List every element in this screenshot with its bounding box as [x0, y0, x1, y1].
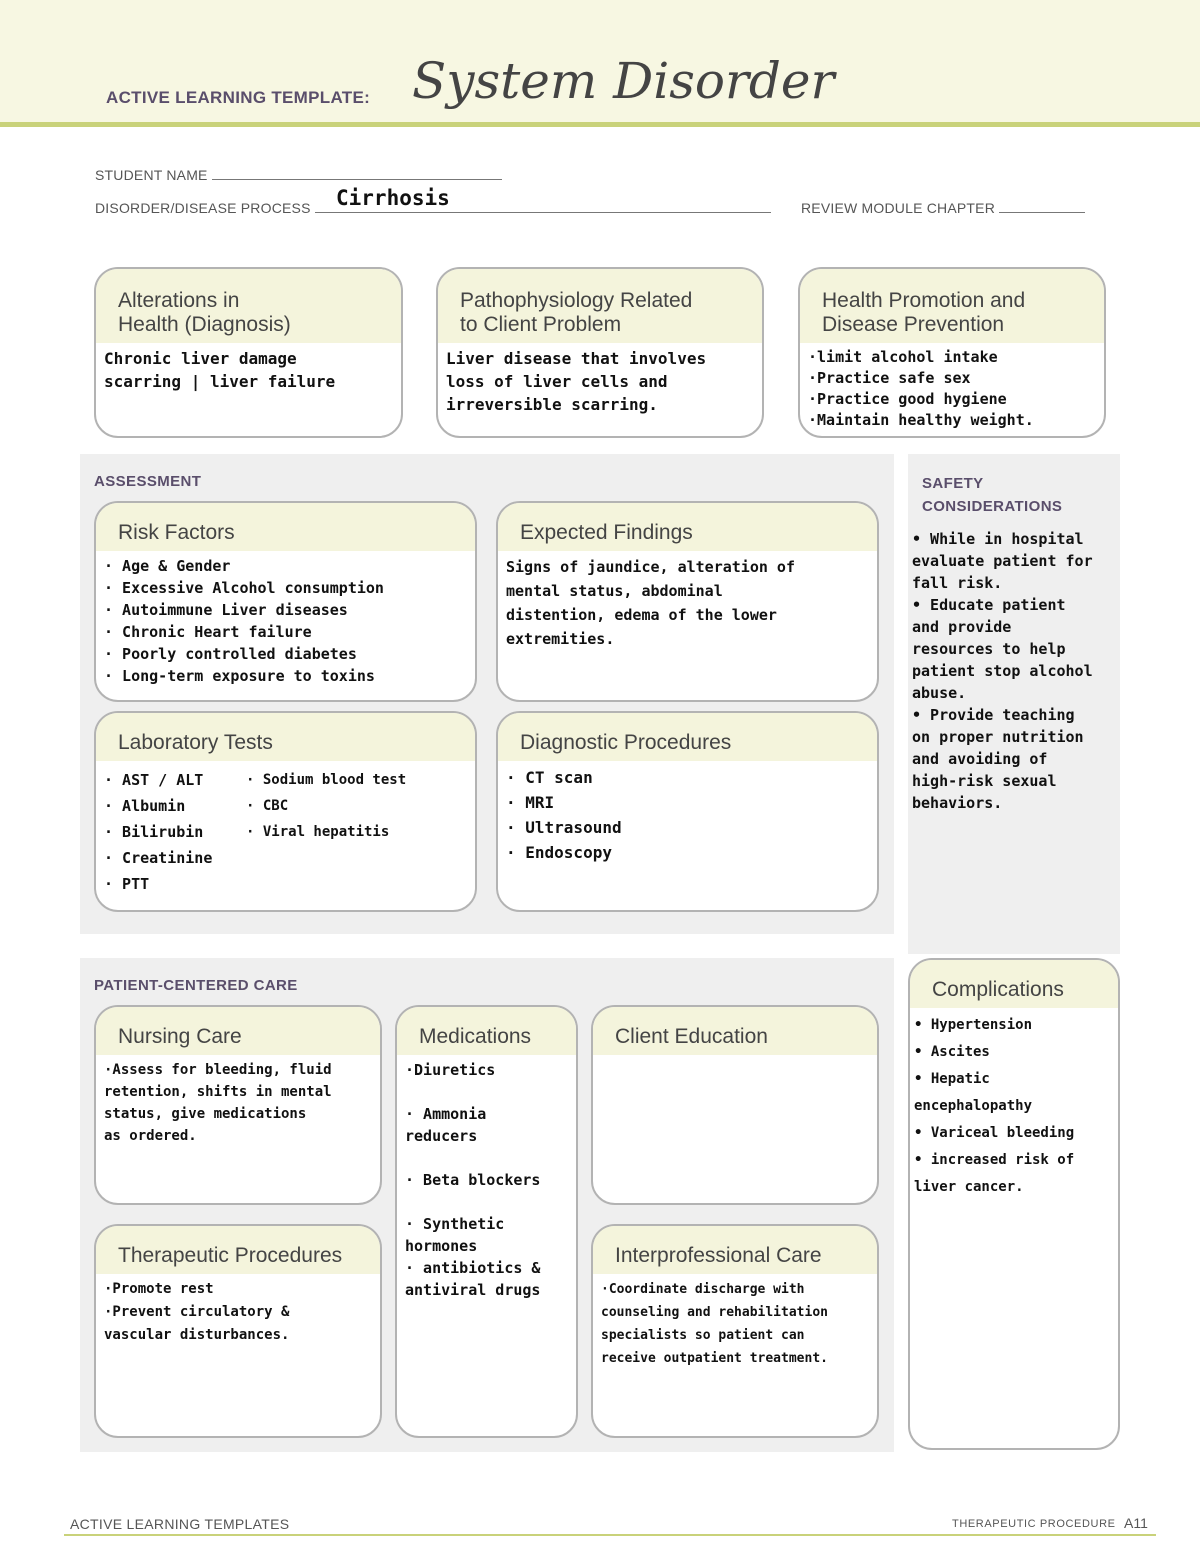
pathophysiology-notes[interactable]: Liver disease that involves loss of liver cells and irreversible scarring. [446, 349, 707, 414]
complications-title: Complications [910, 960, 1118, 1008]
interprofessional-care-box [591, 1224, 879, 1438]
health-promotion-notes[interactable]: ·limit alcohol intake ·Practice safe sex ·Practice good hygiene ·Maintain healthy weight. [808, 348, 1034, 429]
expected-findings-box [496, 501, 879, 702]
interprofessional-care-notes[interactable]: ·Coordinate discharge with counseling and rehabilitation specialists so patient can receive outpatient treatment. [601, 1282, 828, 1366]
client-education-notes[interactable] [593, 1055, 877, 1059]
therapeutic-procedures-box [94, 1224, 382, 1438]
pathophysiology-title: Pathophysiology Related to Client Problem [438, 269, 762, 343]
template-label: ACTIVE LEARNING TEMPLATE: [106, 88, 371, 107]
review-module-field[interactable] [999, 199, 1085, 213]
page-number: A11 [1124, 1515, 1148, 1531]
laboratory-tests-notes[interactable] [96, 761, 475, 901]
footer-section-label: THERAPEUTIC PROCEDURE [952, 1518, 1116, 1530]
alterations-in-health-title: Alterations in Health (Diagnosis) [96, 269, 401, 343]
template-title: System Disorder [412, 52, 835, 110]
expected-findings-title: Expected Findings [498, 503, 877, 551]
laboratory-tests-title: Laboratory Tests [96, 713, 475, 761]
nursing-care-title: Nursing Care [96, 1007, 380, 1055]
student-name-label: STUDENT NAME [95, 167, 208, 183]
nursing-care-notes[interactable]: ·Assess for bleeding, fluid retention, shifts in mental status, give medications as ordered. [104, 1062, 332, 1144]
assessment-title: ASSESSMENT [94, 473, 202, 490]
alterations-in-health-notes[interactable]: Chronic liver damage scarring | liver failure [104, 349, 336, 391]
risk-factors-title: Risk Factors [96, 503, 475, 551]
laboratory-tests-box [94, 711, 477, 912]
footer-series-label: ACTIVE LEARNING TEMPLATES [70, 1516, 290, 1532]
health-promotion-box [798, 267, 1106, 438]
diagnostic-procedures-notes[interactable]: · CT scan · MRI · Ultrasound · Endoscopy [506, 768, 622, 862]
diagnostic-procedures-title: Diagnostic Procedures [498, 713, 877, 761]
lab-tests-column-2: · Sodium blood test · CBC · Viral hepatitis [246, 772, 407, 840]
medications-title: Medications [397, 1007, 576, 1055]
risk-factors-notes[interactable]: · Age & Gender · Excessive Alcohol consumption · Autoimmune Liver diseases · Chronic Heart failure · Poorly controlled diabetes · Long-term exposure to toxins [104, 557, 384, 685]
pathophysiology-box [436, 267, 764, 438]
therapeutic-procedures-notes[interactable]: ·Promote rest ·Prevent circulatory & vascular disturbances. [104, 1281, 290, 1343]
alterations-in-health-box [94, 267, 403, 438]
safety-notes[interactable]: • While in hospital evaluate patient for fall risk. • Educate patient and provide resources to help patient stop alcohol abuse. • Provide teaching on proper nutrition and avoiding of high-risk sexual behaviors. [912, 530, 1093, 812]
diagnostic-procedures-box [496, 711, 879, 912]
interprofessional-care-title: Interprofessional Care [593, 1226, 877, 1274]
medications-notes[interactable]: ·Diuretics · Ammonia reducers · Beta blockers · Synthetic hormones · antibiotics & antiviral drugs [405, 1061, 541, 1299]
disorder-label: DISORDER/DISEASE PROCESS [95, 200, 311, 216]
student-name-field[interactable] [212, 166, 502, 180]
complications-box [908, 958, 1120, 1450]
risk-factors-box [94, 501, 477, 702]
header-divider [0, 122, 1200, 127]
client-education-title: Client Education [593, 1007, 877, 1055]
safety-title: SAFETY CONSIDERATIONS [922, 475, 1063, 515]
disorder-value: Cirrhosis [336, 186, 450, 210]
complications-notes[interactable]: • Hypertension • Ascites • Hepatic encephalopathy • Variceal bleeding • increased risk of liver cancer. [914, 1017, 1075, 1195]
medications-box [395, 1005, 578, 1438]
student-name-row [95, 166, 502, 183]
nursing-care-box [94, 1005, 382, 1205]
health-promotion-title: Health Promotion and Disease Prevention [800, 269, 1104, 343]
patient-centered-care-title: PATIENT-CENTERED CARE [94, 977, 298, 994]
footer-divider [64, 1534, 1156, 1536]
client-education-box [591, 1005, 879, 1205]
review-module-row [801, 199, 1085, 216]
therapeutic-procedures-title: Therapeutic Procedures [96, 1226, 380, 1274]
lab-tests-column-1: · AST / ALT · Albumin · Bilirubin · Creatinine · PTT [104, 771, 213, 893]
expected-findings-notes[interactable]: Signs of jaundice, alteration of mental status, abdominal distention, edema of the lower extremities. [506, 558, 795, 648]
review-module-label: REVIEW MODULE CHAPTER [801, 200, 995, 216]
